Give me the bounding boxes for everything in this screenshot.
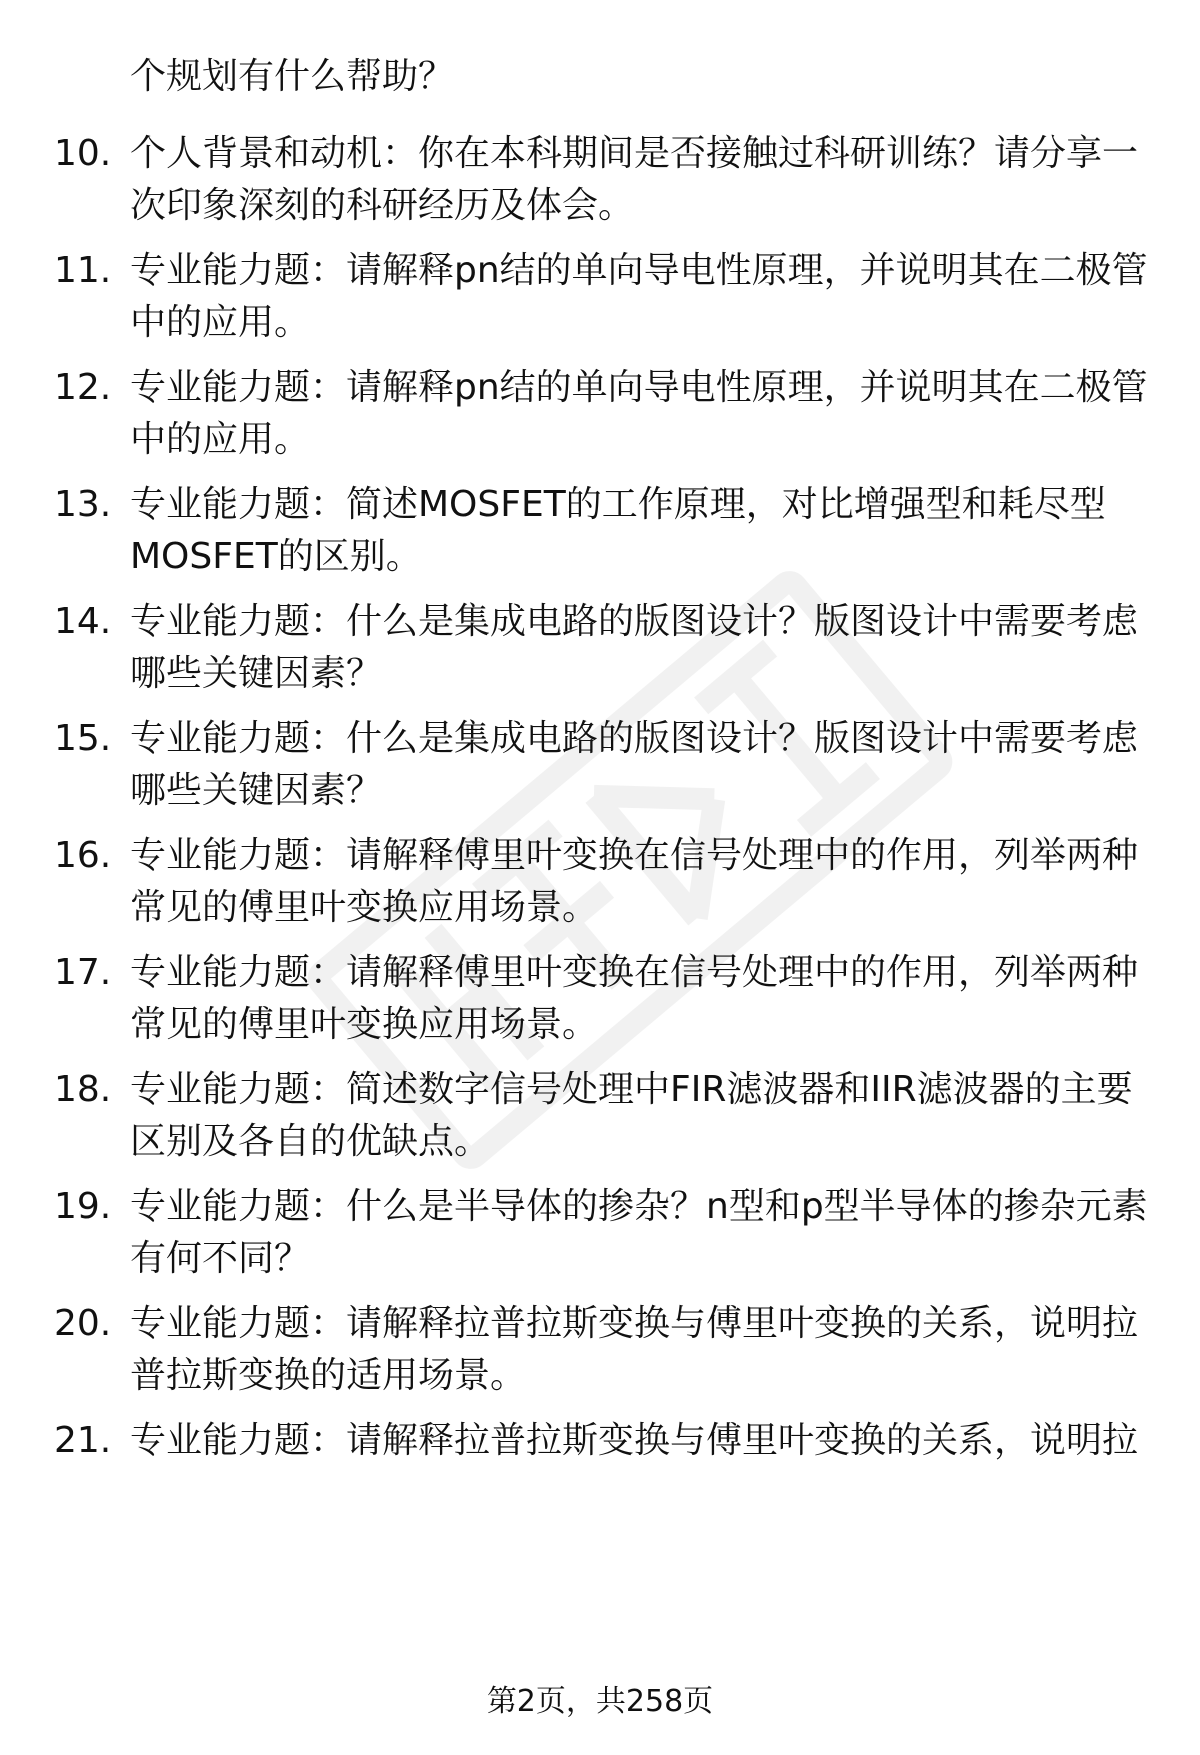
question-text-line2: 有何不同？ [130, 1238, 311, 1279]
question-text-line1: 专业能力题：请解释拉普拉斯变换与傅里叶变换的关系，说明拉 [130, 1420, 1139, 1461]
question-text-line1: 个人背景和动机：你在本科期间是否接触过科研训练？请分享一 [130, 133, 1139, 174]
page-footer: 第2页，共258页 [486, 1684, 714, 1719]
question-text-line1: 专业能力题：请解释拉普拉斯变换与傅里叶变换的关系，说明拉 [130, 1303, 1139, 1344]
question-text-line2: MOSFET的区别。 [130, 536, 422, 577]
question-text-line2: 普拉斯变换的适用场景。 [130, 1355, 527, 1396]
question-number: 11. [54, 250, 112, 291]
question-text-line1: 专业能力题：什么是集成电路的版图设计？版图设计中需要考虑 [130, 718, 1139, 759]
question-number: 19. [54, 1186, 112, 1227]
question-number: 20. [54, 1303, 112, 1344]
question-text-line2: 哪些关键因素？ [130, 653, 383, 694]
question-text-line1: 专业能力题：请解释傅里叶变换在信号处理中的作用，列举两种 [130, 835, 1139, 876]
question-number: 13. [54, 484, 112, 525]
question-text-line1: 专业能力题：什么是半导体的掺杂？n型和p型半导体的掺杂元素 [130, 1186, 1148, 1227]
question-text-line1: 专业能力题：简述数字信号处理中FIR滤波器和IIR滤波器的主要 [130, 1069, 1133, 1110]
question-text-line1: 专业能力题：什么是集成电路的版图设计？版图设计中需要考虑 [130, 601, 1139, 642]
question-text-line2: 常见的傅里叶变换应用场景。 [130, 887, 599, 928]
question-text-line1: 专业能力题：请解释pn结的单向导电性原理，并说明其在二极管 [130, 250, 1148, 291]
continuation-text: 个规划有什么帮助？ [130, 56, 455, 97]
question-text-line2: 哪些关键因素？ [130, 770, 383, 811]
question-text-line1: 专业能力题：请解释pn结的单向导电性原理，并说明其在二极管 [130, 367, 1148, 408]
question-text-line1: 专业能力题：简述MOSFET的工作原理，对比增强型和耗尽型 [130, 484, 1106, 525]
question-text-line2: 次印象深刻的科研经历及体会。 [130, 185, 635, 226]
question-number: 10. [54, 133, 112, 174]
question-text-line2: 区别及各自的优缺点。 [130, 1121, 491, 1162]
question-number: 15. [54, 718, 112, 759]
question-text-line1: 专业能力题：请解释傅里叶变换在信号处理中的作用，列举两种 [130, 952, 1139, 993]
question-text-line2: 中的应用。 [130, 302, 311, 343]
question-number: 12. [54, 367, 112, 408]
question-number: 21. [54, 1420, 112, 1461]
question-number: 18. [54, 1069, 112, 1110]
question-number: 17. [54, 952, 112, 993]
question-text-line2: 中的应用。 [130, 419, 311, 460]
question-number: 14. [54, 601, 112, 642]
question-text-line2: 常见的傅里叶变换应用场景。 [130, 1004, 599, 1045]
question-number: 16. [54, 835, 112, 876]
